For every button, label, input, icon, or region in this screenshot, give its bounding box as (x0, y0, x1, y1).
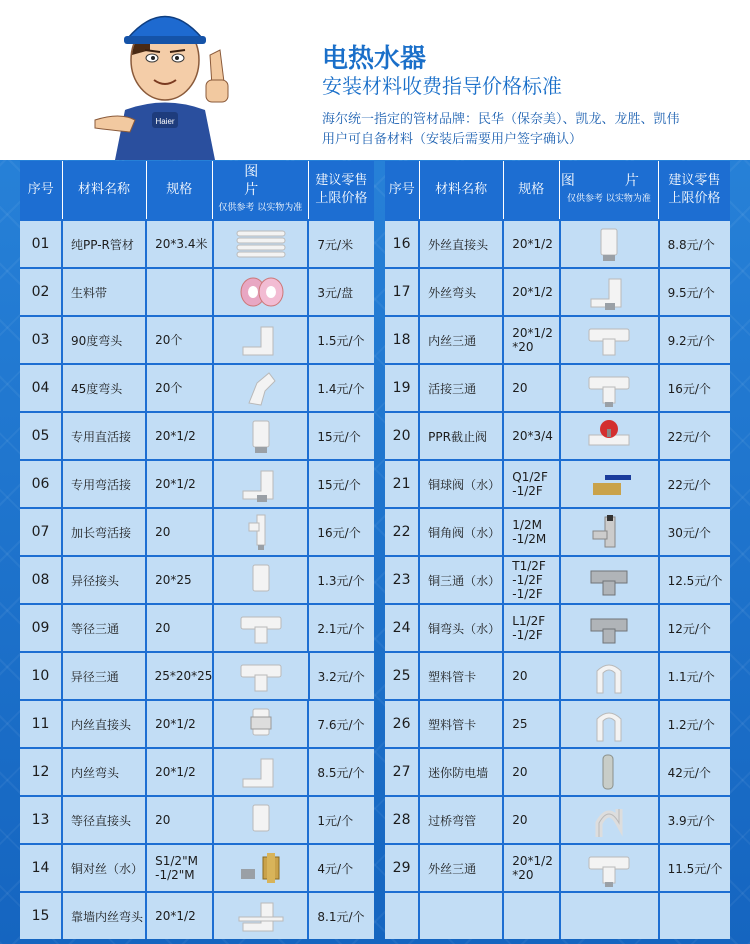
wall-elbow-icon (214, 893, 310, 939)
item-spec: 20*25 (147, 557, 214, 603)
table-row (20, 267, 374, 315)
item-spec: 20*1/2 (147, 413, 214, 459)
page-subtitle: 安装材料收费指导价格标准 (322, 74, 562, 98)
straight-union-icon (214, 413, 310, 459)
item-price: 3元/盘 (317, 285, 354, 300)
male-coupling-icon (561, 221, 660, 267)
item-price: 7元/米 (317, 237, 354, 252)
item-name: 等径三通 (63, 605, 147, 651)
table-row (385, 891, 730, 939)
item-no: 21 (385, 461, 420, 507)
header-name: 材料名称 (63, 161, 147, 219)
item-price: 16元/个 (317, 525, 361, 540)
item-name: 90度弯头 (63, 317, 147, 363)
item-price: 22元/个 (667, 429, 711, 444)
item-price: 2.1元/个 (317, 621, 365, 636)
item-spec: 20*1/2 (147, 749, 214, 795)
header-name: 材料名称 (420, 161, 504, 219)
item-spec: 20 (147, 509, 214, 555)
item-price: 12.5元/个 (667, 573, 723, 588)
item-spec: 20 (504, 749, 561, 795)
item-no: 29 (385, 845, 420, 891)
item-price: 22元/个 (667, 477, 711, 492)
plumber-mascot-icon (90, 0, 240, 160)
female-tee-icon (561, 317, 660, 363)
reducer-icon (214, 557, 310, 603)
table-row (20, 843, 374, 891)
item-price: 9.2元/个 (667, 333, 715, 348)
item-price: 15元/个 (317, 429, 361, 444)
item-name: 铜对丝（水） (63, 845, 147, 891)
table-row (385, 555, 730, 603)
item-no: 19 (385, 365, 420, 411)
item-spec: 1/2M -1/2M (504, 509, 561, 555)
table-row (385, 219, 730, 267)
header-spec: 规格 (504, 161, 560, 219)
item-no: 16 (385, 221, 420, 267)
table-row (385, 315, 730, 363)
item-price: 7.6元/个 (317, 717, 365, 732)
item-spec (147, 269, 214, 315)
item-no: 02 (20, 269, 63, 315)
item-spec: 20*1/2 *20 (504, 845, 561, 891)
union-tee-icon (561, 365, 660, 411)
elbow-45-icon (214, 365, 310, 411)
item-name: PPR截止阀 (420, 413, 504, 459)
item-no: 20 (385, 413, 420, 459)
item-no: 08 (20, 557, 63, 603)
table-row (20, 795, 374, 843)
item-price: 8.1元/个 (317, 909, 365, 924)
brass-tee-icon (561, 557, 660, 603)
item-price: 4元/个 (317, 861, 354, 876)
pipe-clip-icon (561, 701, 660, 747)
elbow-90-icon (214, 317, 310, 363)
item-no: 01 (20, 221, 63, 267)
table-row (385, 843, 730, 891)
female-elbow-icon (214, 749, 310, 795)
brass-nipple-icon (214, 845, 310, 891)
item-name: 内丝三通 (420, 317, 504, 363)
table-header (20, 161, 374, 219)
item-price: 1元/个 (317, 813, 354, 828)
item-no: 10 (20, 653, 63, 699)
item-price: 11.5元/个 (667, 861, 723, 876)
item-name: 塑料管卡 (420, 701, 504, 747)
item-price: 30元/个 (667, 525, 711, 540)
table-row (20, 315, 374, 363)
item-price: 3.9元/个 (667, 813, 715, 828)
header-no: 序号 (385, 161, 420, 219)
item-name: 专用直活接 (63, 413, 147, 459)
item-price: 8.5元/个 (317, 765, 365, 780)
item-price (660, 893, 730, 939)
item-price: 1.4元/个 (317, 381, 365, 396)
item-pic (561, 893, 660, 939)
female-coupling-icon (214, 701, 310, 747)
pipe-tubes-icon (214, 221, 310, 267)
item-name: 45度弯头 (63, 365, 147, 411)
header-pic-note: 仅供参考 以实物为准 (218, 203, 303, 213)
table-row (20, 651, 374, 699)
header-spec: 规格 (147, 161, 213, 219)
item-name: 异径接头 (63, 557, 147, 603)
item-spec: 20*1/2 (147, 461, 214, 507)
item-spec: 20*1/2 *20 (504, 317, 561, 363)
table-row (385, 699, 730, 747)
table-row (20, 603, 374, 651)
item-no: 15 (20, 893, 63, 939)
ball-valve-icon (561, 461, 660, 507)
brass-elbow-icon (561, 605, 660, 651)
item-spec: T1/2F -1/2F -1/2F (504, 557, 561, 603)
brand-note-line1: 海尔统一指定的管材品牌：民华（保奈美）、凯龙、龙胜、凯伟 (322, 112, 680, 127)
item-no: 13 (20, 797, 63, 843)
item-no: 23 (385, 557, 420, 603)
item-name: 塑料管卡 (420, 653, 504, 699)
male-elbow-icon (561, 269, 660, 315)
item-price: 1.3元/个 (317, 573, 365, 588)
item-spec: S1/2"M -1/2"M (147, 845, 214, 891)
reducing-tee-icon (214, 653, 309, 699)
item-spec: 25 (504, 701, 561, 747)
item-no: 27 (385, 749, 420, 795)
item-spec (504, 893, 561, 939)
item-name: 迷你防电墙 (420, 749, 504, 795)
item-name: 外丝弯头 (420, 269, 504, 315)
page-title: 电热水器 (322, 44, 427, 74)
bridge-bend-icon (561, 797, 660, 843)
brand-note (322, 110, 742, 150)
header-price (309, 161, 374, 219)
item-name: 过桥弯管 (420, 797, 504, 843)
item-spec: 20 (504, 365, 561, 411)
item-no: 14 (20, 845, 63, 891)
item-name: 外丝直接头 (420, 221, 504, 267)
item-spec: 20*1/2 (147, 893, 214, 939)
table-row (385, 507, 730, 555)
item-spec: 20*3/4 (504, 413, 561, 459)
item-no: 26 (385, 701, 420, 747)
item-no: 24 (385, 605, 420, 651)
header (0, 0, 750, 160)
stop-valve-icon (561, 413, 660, 459)
item-no: 22 (385, 509, 420, 555)
table-row (20, 507, 374, 555)
header-pic-note: 仅供参考 以实物为准 (566, 194, 651, 204)
brand-note-line2: 用户可自备材料（安装后需要用户签字确认） (322, 132, 583, 147)
item-name: 加长弯活接 (63, 509, 147, 555)
item-price: 42元/个 (667, 765, 711, 780)
item-spec: 25*20*25 (147, 653, 215, 699)
item-price: 12元/个 (667, 621, 711, 636)
item-price: 15元/个 (317, 477, 361, 492)
item-price: 3.2元/个 (317, 669, 365, 684)
item-price: 1.5元/个 (317, 333, 365, 348)
item-price: 9.5元/个 (667, 285, 715, 300)
item-price: 8.8元/个 (667, 237, 715, 252)
item-name: 靠墙内丝弯头 (63, 893, 147, 939)
header-pic-label: 图 片 (244, 164, 309, 198)
item-spec: 20个 (147, 317, 214, 363)
mascot-badge: Haier (155, 117, 175, 126)
item-price: 1.2元/个 (667, 717, 715, 732)
table-row (385, 459, 730, 507)
item-name: 生料带 (63, 269, 147, 315)
item-spec: 20*3.4米 (147, 221, 214, 267)
table-row (20, 219, 374, 267)
table-row (385, 795, 730, 843)
header-price-line2: 上限价格 (315, 191, 368, 206)
item-price: 16元/个 (667, 381, 711, 396)
item-name: 铜角阀（水） (420, 509, 504, 555)
item-name: 铜弯头（水） (420, 605, 504, 651)
price-table-right (385, 161, 730, 939)
coupling-icon (214, 797, 310, 843)
item-no: 18 (385, 317, 420, 363)
item-spec: 20 (504, 797, 561, 843)
table-row (20, 363, 374, 411)
item-no: 09 (20, 605, 63, 651)
header-price-line1: 建议零售 (668, 173, 721, 188)
table-row (385, 651, 730, 699)
item-name: 专用弯活接 (63, 461, 147, 507)
table-row (20, 891, 374, 939)
item-no: 28 (385, 797, 420, 843)
header-pic (560, 161, 659, 219)
item-spec: 20 (504, 653, 561, 699)
item-name: 活接三通 (420, 365, 504, 411)
table-row (20, 459, 374, 507)
table-row (20, 555, 374, 603)
item-no: 07 (20, 509, 63, 555)
item-no: 05 (20, 413, 63, 459)
table-row (385, 267, 730, 315)
price-table-left (20, 161, 374, 939)
item-name (420, 893, 504, 939)
header-price-line1: 建议零售 (315, 173, 368, 188)
table-row (20, 747, 374, 795)
table-row (20, 699, 374, 747)
angle-valve-icon (561, 509, 660, 555)
item-name: 异径三通 (63, 653, 147, 699)
item-spec: L1/2F -1/2F (504, 605, 561, 651)
item-no (385, 893, 420, 939)
header-pic-label: 图 片 (560, 173, 657, 189)
elbow-union-icon (214, 461, 310, 507)
tape-roll-icon (214, 269, 310, 315)
item-name: 纯PP-R管材 (63, 221, 147, 267)
item-name: 外丝三通 (420, 845, 504, 891)
item-price: 1.1元/个 (667, 669, 715, 684)
item-spec: 20*1/2 (504, 221, 561, 267)
table-row (385, 747, 730, 795)
item-no: 12 (20, 749, 63, 795)
table-header (385, 161, 730, 219)
long-elbow-union-icon (214, 509, 310, 555)
pipe-clip-icon (561, 653, 660, 699)
item-name: 铜球阀（水） (420, 461, 504, 507)
item-name: 内丝直接头 (63, 701, 147, 747)
item-spec: 20个 (147, 365, 214, 411)
mini-shock-guard-icon (561, 749, 660, 795)
item-spec: 20*1/2 (147, 701, 214, 747)
header-price-line2: 上限价格 (668, 191, 721, 206)
table-row (385, 363, 730, 411)
item-spec: Q1/2F -1/2F (504, 461, 561, 507)
table-row (385, 603, 730, 651)
item-spec: 20*1/2 (504, 269, 561, 315)
header-pic (213, 161, 309, 219)
male-tee-icon (561, 845, 660, 891)
item-name: 铜三通（水） (420, 557, 504, 603)
item-no: 25 (385, 653, 420, 699)
item-no: 03 (20, 317, 63, 363)
item-no: 11 (20, 701, 63, 747)
item-spec: 20 (147, 605, 214, 651)
item-name: 等径直接头 (63, 797, 147, 843)
header-no: 序号 (20, 161, 63, 219)
table-row (385, 411, 730, 459)
item-name: 内丝弯头 (63, 749, 147, 795)
tee-icon (214, 605, 310, 651)
item-no: 17 (385, 269, 420, 315)
table-row (20, 411, 374, 459)
item-no: 04 (20, 365, 63, 411)
item-no: 06 (20, 461, 63, 507)
header-price (659, 161, 730, 219)
item-spec: 20 (147, 797, 214, 843)
